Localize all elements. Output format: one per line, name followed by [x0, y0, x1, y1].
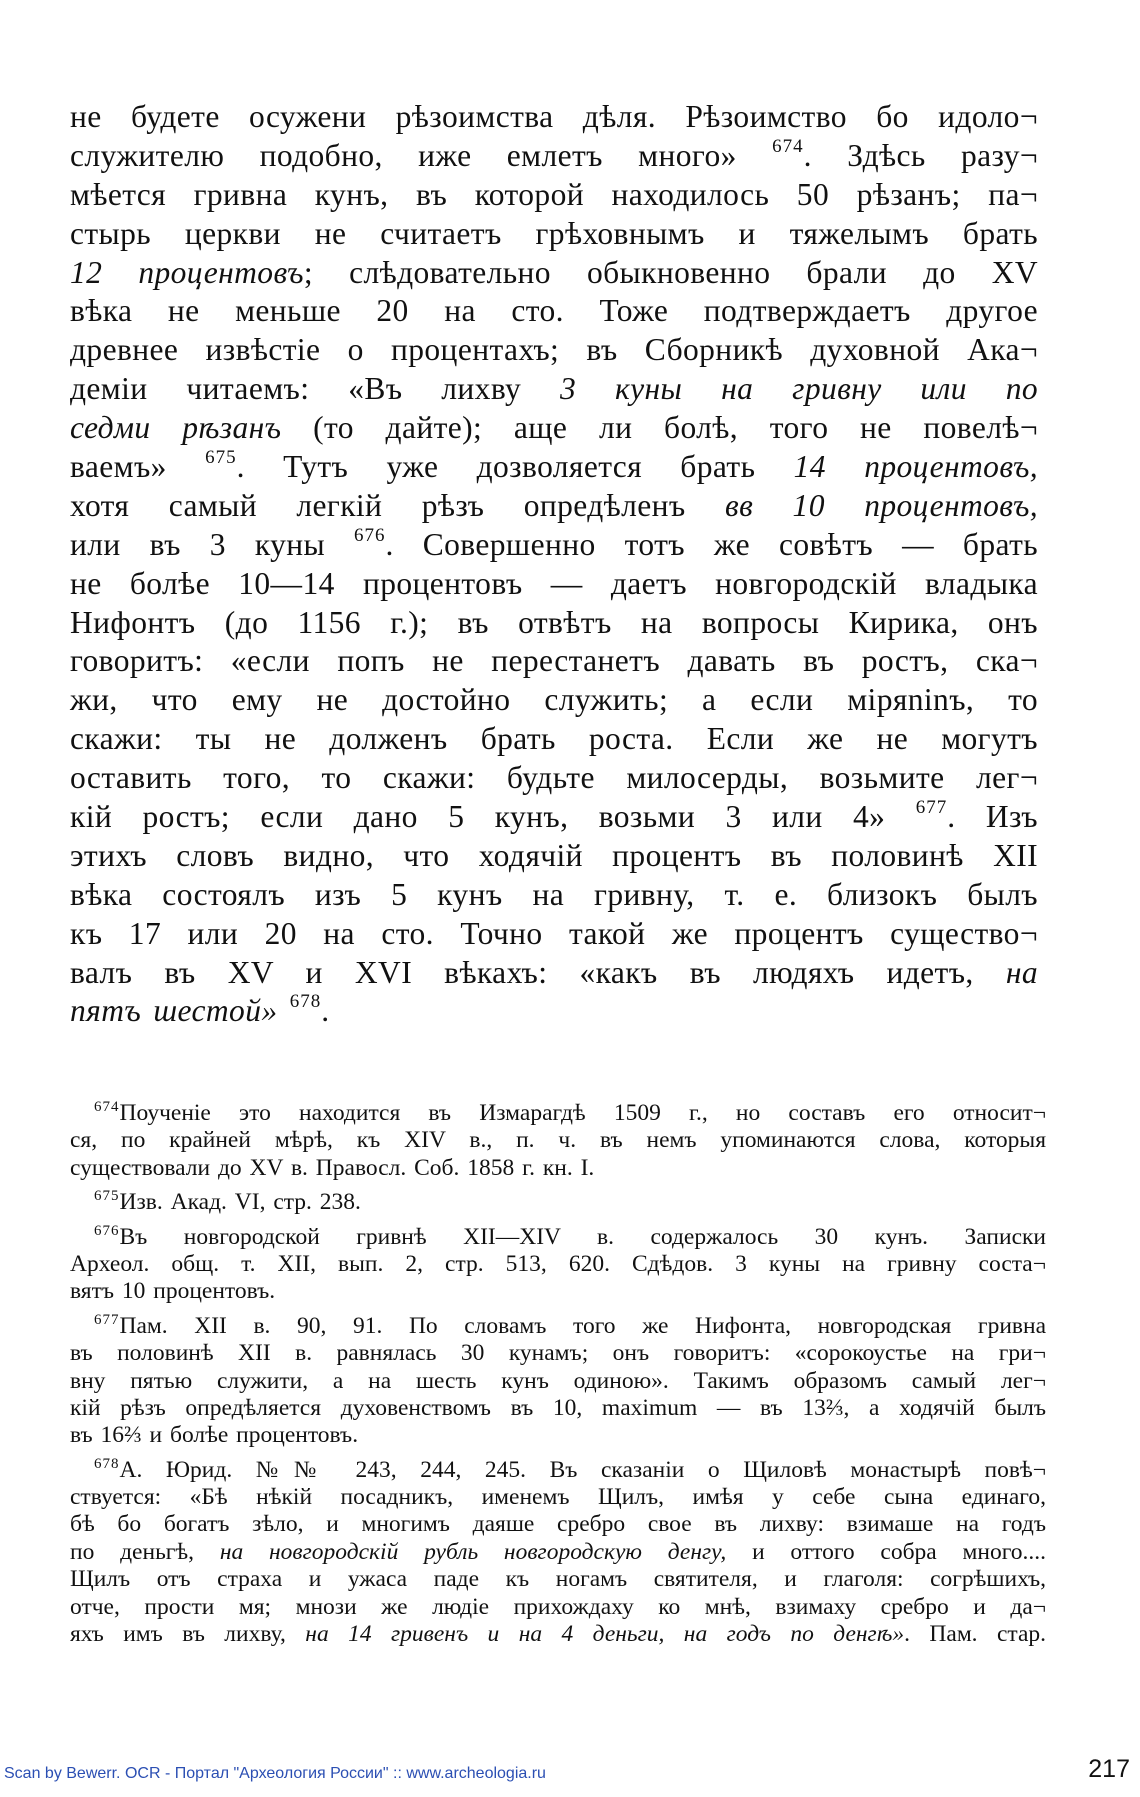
- text-line: не будете осужени рѣзоимства дѣля. Рѣзоимство бо идоло¬: [70, 99, 1038, 134]
- footnote-line: Археол. общ. т. XII, вып. 2, стр. 513, 620. Сдѣдов. 3 куны на гривну соста¬: [70, 1250, 1046, 1277]
- footnote-line: ствуется: «Бѣ нѣкій посадникъ, именемъ Щилъ, имѣя у себе сына единаго,: [70, 1484, 1046, 1511]
- text-line: валъ въ XV и XVI вѣкахъ: «какъ въ людяхъ идетъ, на: [70, 954, 1038, 990]
- footnote-line: бѣ бо богатъ зѣло, и многимъ даяше сребро свое въ лихву: взимаше на годъ: [70, 1511, 1046, 1538]
- footnote-line: яхъ имъ въ лихву, на 14 гривенъ и на 4 деньги, на годъ по денгѣ». Пам. стар.: [70, 1621, 1046, 1648]
- text-line: седми рѣзанъ (то дайте); аще ли болѣ, того не повелѣ¬: [70, 410, 1038, 446]
- footnote-number: 676: [94, 1222, 120, 1239]
- text-line: этихъ словъ видно, что ходячій процентъ въ половинѣ XII: [70, 837, 1038, 873]
- footnotes-section: [70, 1100, 1046, 1655]
- text-line: жи, что ему не достойно служить; а если міряninъ, то: [70, 682, 1038, 718]
- text-line: оставить того, то скажи: будьте милосерды, возьмите лег¬: [70, 760, 1038, 796]
- text-line: 12 процентовъ; слѣдовательно обыкновенно брали до XV: [70, 254, 1038, 290]
- text-line: къ 17 или 20 на сто. Точно такой же процентъ существо¬: [70, 915, 1038, 951]
- footnote-line: вну пятью служити, а на шесть кунъ одиною». Такимъ образомъ самый лег¬: [70, 1367, 1046, 1394]
- text-line: деміи читаемъ: «Въ лихву 3 куны на гривну или по: [70, 371, 1039, 407]
- footnote-line: отче, прости мя; мнози же людіе прихождаху ко мнѣ, взимаху сребро и да¬: [70, 1593, 1046, 1620]
- footnote-line: существовали до XV в. Правосл. Соб. 1858 г. кн. I.: [70, 1154, 595, 1181]
- footnote-675: [70, 1189, 1046, 1216]
- text-line: скажи: ты не долженъ брать роста. Если же не могутъ: [70, 721, 1038, 757]
- footnote-ref-675[interactable]: 675: [205, 447, 237, 469]
- italic-phrase: вв 10 процентовъ,: [725, 487, 1038, 523]
- text-line: Нифонтъ (до 1156 г.); въ отвѣтъ на вопросы Кирика, онъ: [70, 604, 1038, 640]
- text-line: стырь церкви не считаетъ грѣховнымъ и тяжелымъ брать: [70, 215, 1038, 251]
- text-line: кій ростъ; если дано 5 кунъ, возьми 3 или 4» $^{677}$. Изъ: [70, 797, 1038, 835]
- text-line: служителю подобно, иже емлетъ много» $^{674}$. Здѣсь разу¬: [70, 135, 1039, 173]
- text-line: ваемъ» $^{675}$. Тутъ уже дозволяется брать 14 процентовъ,: [70, 447, 1038, 485]
- footnote-ref-677[interactable]: 677: [915, 797, 948, 819]
- text-line: вѣка не меньше 20 на сто. Тоже подтверждаетъ другое: [70, 293, 1038, 329]
- italic-phrase: пятъ шестой»: [70, 993, 278, 1029]
- italic-phrase: на 14 гривенъ и на 4 деньги, на годъ по денгѣ»: [305, 1621, 905, 1648]
- footnote-number: 677: [94, 1311, 120, 1328]
- footnote-line: $^{678}$А. Юрид. №№ 243, 244, 245. Въ сказаніи о Щиловѣ монастырѣ повѣ¬: [94, 1455, 1046, 1483]
- footnote-number: 674: [94, 1099, 120, 1115]
- text-line: древнее извѣстіе о процентахъ; въ Сборникѣ духовной Ака¬: [70, 332, 1038, 368]
- italic-phrase: 14 процентовъ,: [793, 449, 1038, 485]
- italic-phrase: на: [1005, 954, 1038, 990]
- footnote-line: $^{674}$Поученіе это находится въ Измарагдѣ 1509 г., но составъ его относит¬: [94, 1099, 1046, 1126]
- text-line: мѣется гривна кунъ, въ которой находилось 50 рѣзанъ; па¬: [70, 176, 1038, 212]
- text-line: не болѣе 10—14 процентовъ — даетъ новгородскій владыка: [70, 565, 1038, 601]
- footnote-line: $^{677}$Пам. XII в. 90, 91. По словамъ того же Нифонта, новгородская гривна: [94, 1311, 1046, 1339]
- footnote-ref-676[interactable]: 676: [354, 524, 386, 546]
- italic-phrase: 12 процентовъ: [70, 254, 304, 290]
- footnote-line: въ 16⅔ и болѣе процентовъ.: [70, 1422, 359, 1449]
- italic-phrase: седми рѣзанъ: [70, 410, 282, 446]
- footnote-678: [70, 1457, 1046, 1649]
- text-line: или въ 3 куны $^{676}$. Совершенно тотъ же совѣтъ — брать: [70, 524, 1038, 562]
- text-line: говоритъ: «если попъ не перестанетъ давать въ ростъ, ска¬: [70, 643, 1038, 679]
- footnote-676: [70, 1224, 1046, 1306]
- footnote-number: 678: [94, 1455, 120, 1472]
- footnote-line: по деньгѣ, на новгородскій рубль новгородскую денгу, и оттого собра много....: [70, 1538, 1047, 1565]
- italic-phrase: 3 куны на гривну или по: [560, 371, 1039, 407]
- source-credit-link[interactable]: Scan by Bewerr. OCR - Портал "Археология России" :: www.archeologia.ru: [4, 1765, 546, 1782]
- footnote-line: ся, по крайней мѣрѣ, къ XIV в., п. ч. въ немъ упоминаются слова, которыя: [70, 1127, 1046, 1154]
- footnote-line: Щилъ отъ страха и ужаса паде къ ногамъ святителя, и глаголя: согрѣшихъ,: [70, 1566, 1046, 1593]
- text-line: хотя самый легкій рѣзъ опредѣленъ вв 10 процентовъ,: [70, 487, 1038, 523]
- main-text-body: [70, 98, 1038, 1031]
- footnote-674: [70, 1100, 1046, 1182]
- footnote-line: вятъ 10 процентовъ.: [70, 1278, 276, 1305]
- footnote-number: 675: [94, 1188, 120, 1205]
- footnote-line: $^{676}$Въ новгородской гривнѣ XII—XIV в. содержалось 30 кунъ. Записки: [94, 1222, 1046, 1250]
- text-line: вѣка состоялъ изъ 5 кунъ на гривну, т. е. близокъ былъ: [70, 876, 1038, 912]
- footnote-line: $^{675}$Изв. Акад. VI, стр. 238.: [94, 1188, 361, 1216]
- page-number: 217: [1088, 1755, 1130, 1783]
- italic-phrase: на новгородскій рубль новгородскую денгу,: [219, 1538, 727, 1565]
- footnote-ref-678[interactable]: 678: [289, 991, 322, 1013]
- footnote-ref-674[interactable]: 674: [772, 135, 804, 157]
- footnote-677: [70, 1313, 1046, 1450]
- footnote-line: кій рѣзъ опредѣляется духовенствомъ въ 10, maximum — въ 13⅔, а ходячій былъ: [70, 1394, 1046, 1421]
- text-line: пятъ шестой» $^{678}$.: [70, 991, 330, 1029]
- footnote-line: въ половинѣ XII в. равнялась 30 кунамъ; онъ говоритъ: «сорокоустье на гри¬: [70, 1340, 1046, 1367]
